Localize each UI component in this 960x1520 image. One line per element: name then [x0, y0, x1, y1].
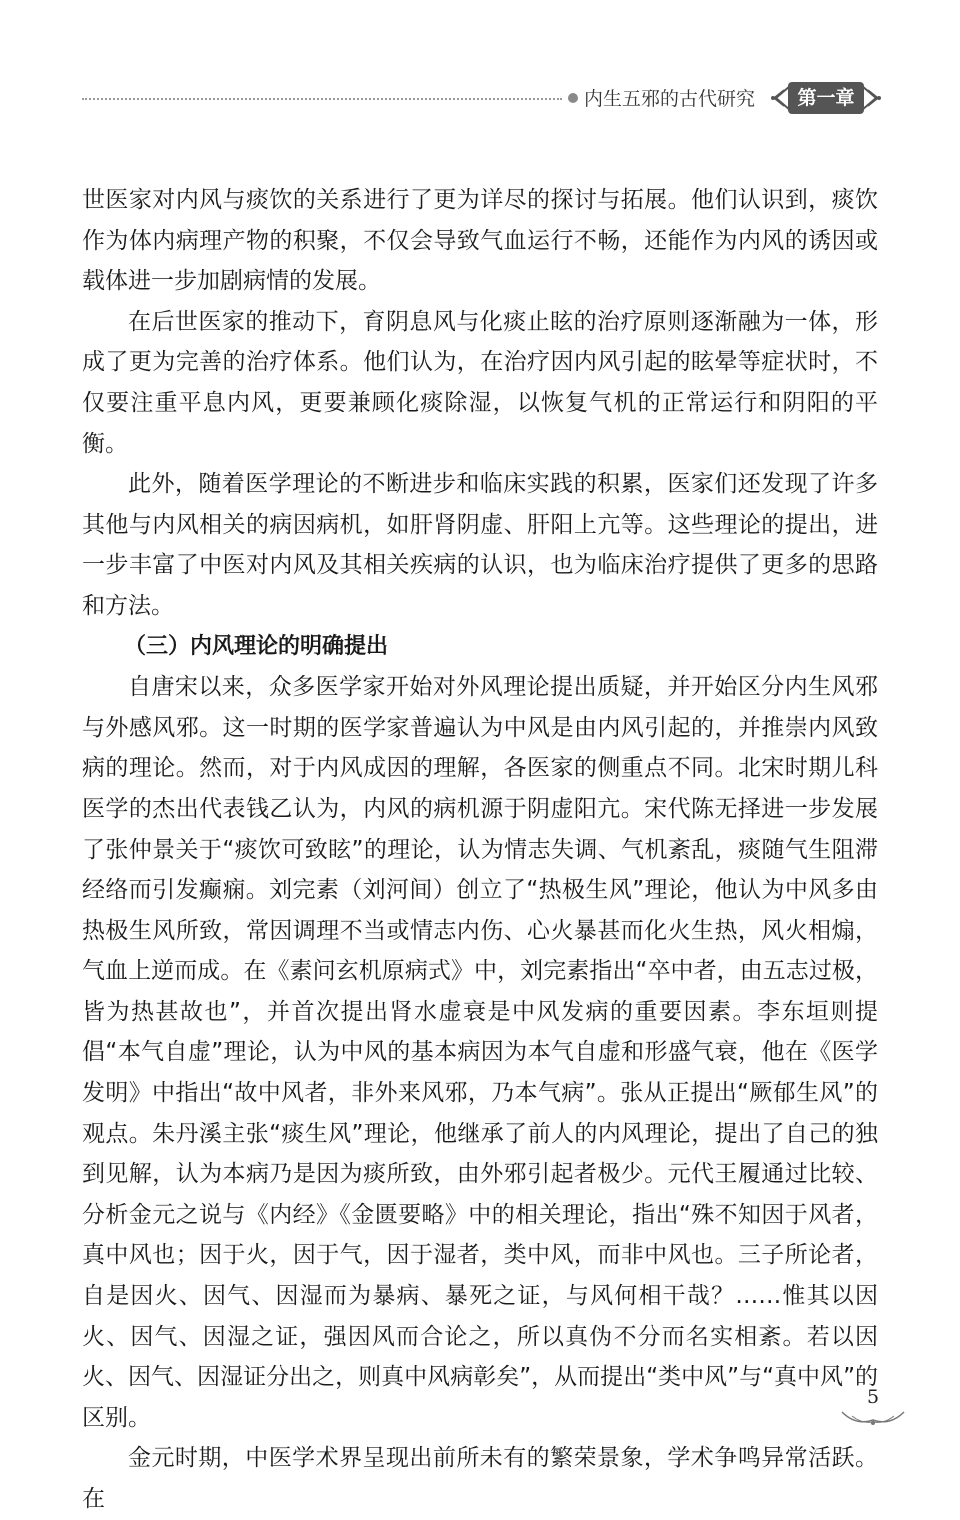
paragraph-1: 世医家对内风与痰饮的关系进行了更为详尽的探讨与拓展。他们认识到，痰饮作为体内病理产物的积聚，不仅会导致气血运行不畅，还能作为内风的诱因或载体进一步加剧病情的发展。 — [82, 187, 878, 295]
section-heading: （三）内风理论的明确提出 — [124, 633, 389, 659]
paragraph-5: 金元时期，中医学术界呈现出前所未有的繁荣景象，学术争鸣异常活跃。在 — [82, 1445, 878, 1512]
footer-ornament-icon — [838, 1408, 908, 1428]
page-number: 5 — [866, 1386, 880, 1408]
chapter-badge — [770, 78, 882, 118]
chapter-label: 第一章 — [788, 82, 864, 114]
header-dotted-rule — [82, 98, 562, 100]
paragraph-2: 在后世医家的推动下，育阴息风与化痰止眩的治疗原则逐渐融为一体，形成了更为完善的治疗体系。他们认为，在治疗因内风引起的眩晕等症状时，不仅要注重平息内风，更要兼顾化痰除湿，以恢复气机的正常运行和阴阳的平衡。 — [82, 308, 878, 457]
body-text — [82, 180, 878, 1520]
section-title: 内生五邪的古代研究 — [584, 88, 756, 110]
ornament-right-icon — [860, 84, 882, 112]
page-footer — [838, 1386, 908, 1430]
header-bullet-icon — [568, 93, 578, 103]
running-header — [82, 78, 882, 118]
paragraph-3: 此外，随着医学理论的不断进步和临床实践的积累，医家们还发现了许多其他与内风相关的病因病机，如肝肾阴虚、肝阳上亢等。这些理论的提出，进一步丰富了中医对内风及其相关疾病的认识，也为临床治疗提供了更多的思路和方法。 — [82, 471, 878, 619]
paragraph-4: 自唐宋以来，众多医学家开始对外风理论提出质疑，并开始区分内生风邪与外感风邪。这一时期的医学家普遍认为中风是由内风引起的，并推崇内风致病的理论。然而，对于内风成因的理解，各医家的侧重点不同。北宋时期儿科医学的杰出代表钱乙认为，内风的病机源于阴虚阳亢。宋代陈无择进一步发展了张仲景关于“痰饮可致眩”的理论，认为情志失调、气机紊乱，痰随气生阻滞经络而引发癫痫。刘完素（刘河间）创立了“热极生风”理论，他认为中风多由热极生风所致，常因调理不当或情志内伤、心火暴甚而化火生热，风火相煽，气血上逆而成。在《素问玄机原病式》中，刘完素指出“卒中者，由五志过极，皆为热甚故也”，并首次提出肾水虚衰是中风发病的重要因素。李东垣则提倡“本气自虚”理论，认为中风的基本病因为本气自虚和形盛气衰，他在《医学发明》中指出“故中风者，非外来风邪，乃本气病”。张从正提出“厥郁生风”的观点。朱丹溪主张“痰生风”理论，他继承了前人的内风理论，提出了自己的独到见解，认为本病乃是因为痰所致，由外邪引起者极少。元代王履通过比较、分析金元之说与《内经》《金匮要略》中的相关理论，指出“殊不知因于风者，真中风也；因于火，因于气，因于湿者，类中风，而非中风也。三子所论者，自是因火、因气、因湿而为暴病、暴死之证，与风何相干哉？……惟其以因火、因气、因湿之证，强因风而合论之，所以真伪不分而名实相紊。若以因火、因气、因湿证分出之，则真中风病彰矣”，从而提出“类中风”与“真中风”的区别。 — [82, 674, 878, 1431]
